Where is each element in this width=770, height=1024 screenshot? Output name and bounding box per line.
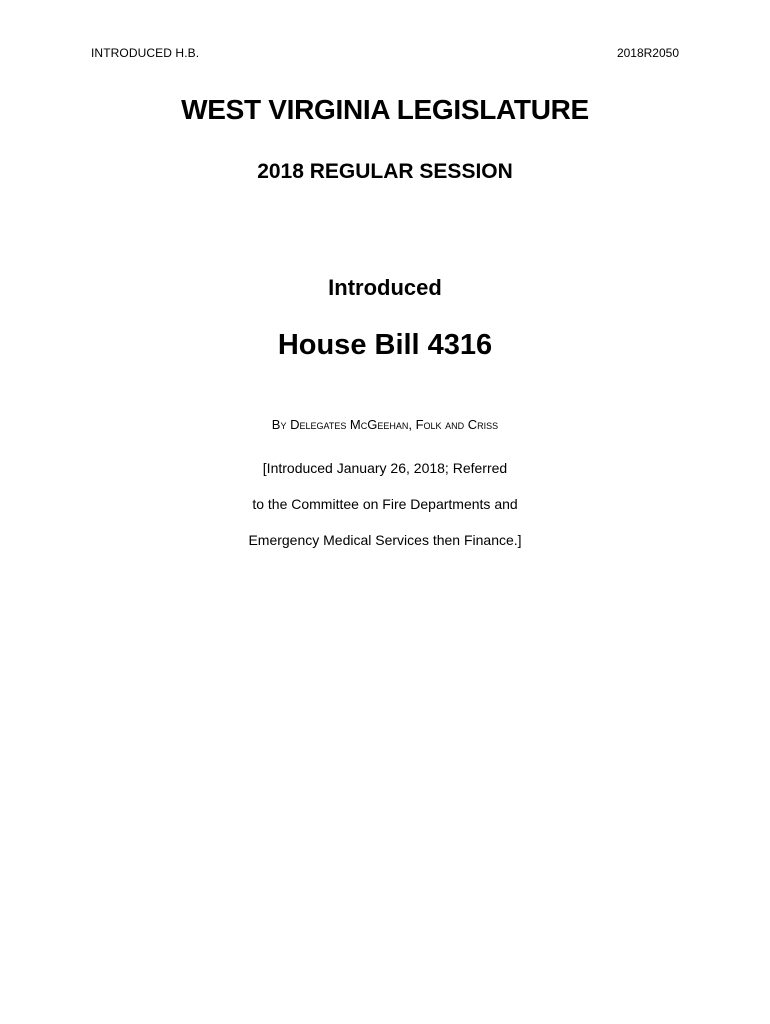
bill-status: Introduced xyxy=(328,275,442,300)
sponsors-line xyxy=(0,417,770,432)
referral-line-2: to the Committee on Fire Departments and xyxy=(252,496,518,512)
legislature-title: WEST VIRGINIA LEGISLATURE xyxy=(181,94,589,125)
sponsors-text: By Delegates McGeehan, Folk and Criss xyxy=(271,417,499,432)
referral-line-1: [Introduced January 26, 2018; Referred xyxy=(262,460,508,476)
running-header-right: 2018R2050 xyxy=(616,46,679,60)
session-title: 2018 REGULAR SESSION xyxy=(257,160,513,183)
bill-name: House Bill 4316 xyxy=(277,329,493,361)
running-header-left: INTRODUCED H.B. xyxy=(91,46,200,60)
referral-line-3: Emergency Medical Services then Finance.] xyxy=(248,532,522,548)
